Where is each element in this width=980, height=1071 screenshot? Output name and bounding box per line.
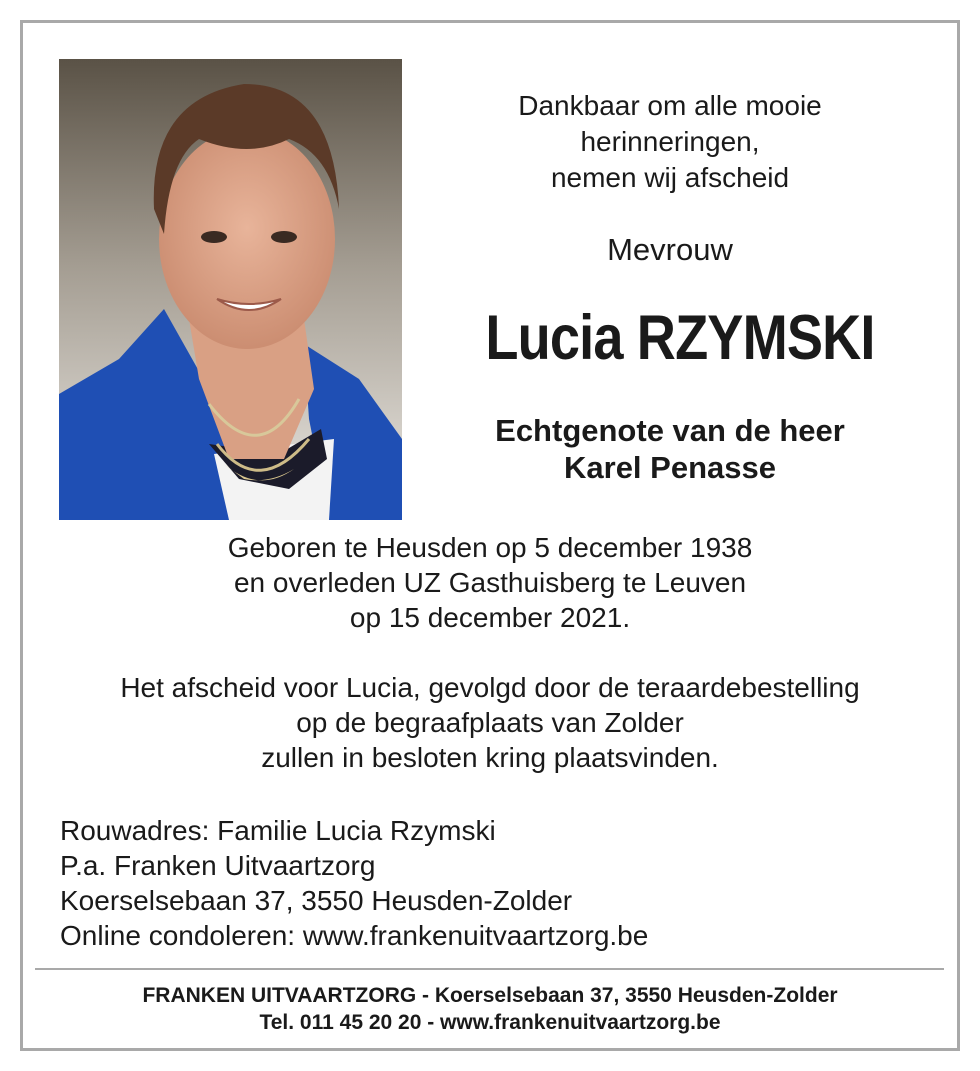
farewell-line: zullen in besloten kring plaatsvinden. <box>261 742 719 773</box>
birth-death-text <box>0 530 980 635</box>
birth-death-line: op 15 december 2021. <box>349 602 631 633</box>
birth-death-line: Geboren te Heusden op 5 december 1938 <box>227 532 753 563</box>
farewell-line: op de begraafplaats van Zolder <box>296 707 684 738</box>
address-line: Rouwadres: Familie Lucia Rzymski <box>60 815 496 846</box>
spouse-line: Echtgenote van de heer <box>495 413 845 448</box>
footer-line: Tel. 011 45 20 20 - www.frankenuitvaartzorg.be <box>259 1011 721 1034</box>
intro-line: nemen wij afscheid <box>550 162 790 193</box>
footer-line: FRANKEN UITVAARTZORG - Koerselsebaan 37, 3550 Heusden-Zolder <box>142 984 838 1007</box>
spouse-text <box>430 412 910 486</box>
address-line: P.a. Franken Uitvaartzorg <box>60 850 376 881</box>
portrait-photo <box>59 59 402 520</box>
condolence-link[interactable]: Online condoleren: www.frankenuitvaartzorg.be <box>60 920 649 951</box>
farewell-text <box>0 670 980 775</box>
funeral-home-footer <box>0 982 980 1036</box>
honorific: Mevrouw <box>607 232 733 267</box>
intro-line: Dankbaar om alle mooie <box>518 90 822 121</box>
farewell-line: Het afscheid voor Lucia, gevolgd door de teraardebestelling <box>120 672 860 703</box>
intro-text <box>470 88 870 196</box>
birth-death-line: en overleden UZ Gasthuisberg te Leuven <box>233 567 747 598</box>
intro-line: herinneringen, <box>580 126 760 157</box>
address-line: Koerselsebaan 37, 3550 Heusden-Zolder <box>60 885 573 916</box>
mourning-address <box>60 813 920 953</box>
spouse-line: Karel Penasse <box>564 450 776 485</box>
deceased-name: Lucia RZYMSKI <box>485 303 875 373</box>
footer-divider <box>35 968 944 970</box>
